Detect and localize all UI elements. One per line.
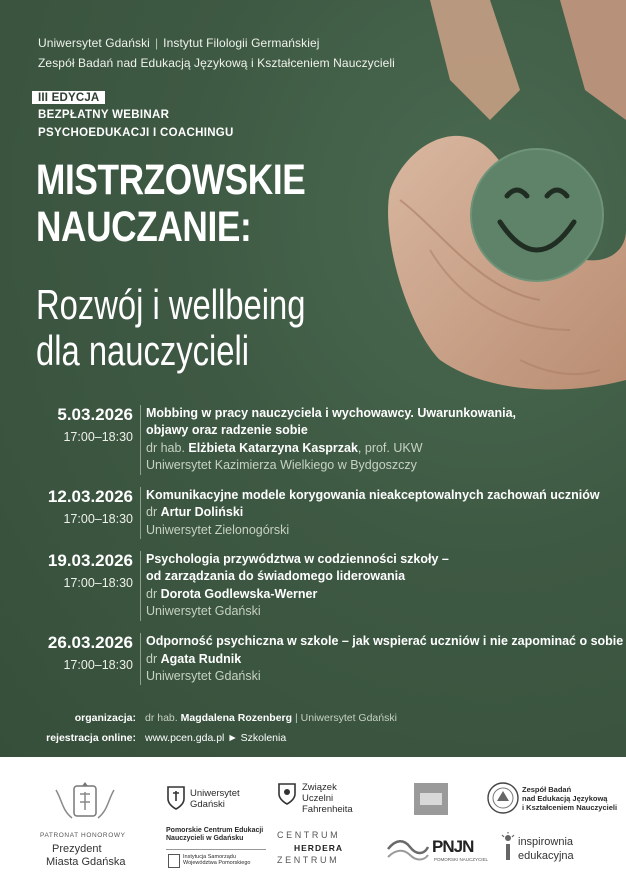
zuf-logo-text-3: Fahrenheita xyxy=(302,804,353,815)
zuf-logo-icon xyxy=(276,781,298,807)
research-team-text-1: Zespół Badań xyxy=(522,785,572,794)
herder-text-3: ZENTRUM xyxy=(277,855,340,865)
organization-label: organizacja: xyxy=(74,712,136,724)
session-speaker: dr Dorota Godlewska-Werner xyxy=(146,587,318,601)
research-team-text-3: i Kształceniem Nauczycieli xyxy=(522,803,618,812)
session-title-line-2: objawy oraz radzenie sobie xyxy=(146,423,308,437)
divider xyxy=(140,405,141,475)
pnjn-logo-text: PNJN xyxy=(432,837,474,856)
ug-logo-icon xyxy=(166,785,186,811)
institution-line xyxy=(38,36,320,50)
session-speaker: dr Artur Doliński xyxy=(146,505,244,519)
session-affiliation: Uniwersytet Gdański xyxy=(146,604,261,618)
pcen-text-1: Pomorskie Centrum Edukacji xyxy=(166,827,264,834)
ug-logo-text-1: Uniwersytet xyxy=(190,788,240,799)
waves-logo-icon xyxy=(386,835,430,863)
samorzad-text-2: Województwa Pomorskiego xyxy=(183,860,251,866)
session-time: 17:00–18:30 xyxy=(63,576,133,590)
session-time: 17:00–18:30 xyxy=(63,658,133,672)
edition-badge: III EDYCJA xyxy=(32,91,105,104)
patronage-line-1: Prezydent xyxy=(52,843,102,855)
ug-logo-text-2: Gdański xyxy=(190,799,225,810)
research-team-text-2: nad Edukacją Językową xyxy=(522,794,608,803)
partner-logos xyxy=(0,757,626,887)
registration-label: rejestracja online: xyxy=(46,732,136,744)
subtitle-line-1: BEZPŁATNY WEBINAR xyxy=(38,109,170,121)
session-speaker: dr hab. Elżbieta Katarzyna Kasprzak, prof. UKW xyxy=(146,441,423,455)
bulb-icon xyxy=(500,832,516,862)
session-date: 26.03.2026 xyxy=(47,633,133,652)
subtitle-line-2: PSYCHOEDUKACJI I COACHINGU xyxy=(38,127,234,139)
subtitle-title-line-2: dla nauczycieli xyxy=(36,327,250,374)
inspirownia-text-2: edukacyjna xyxy=(518,850,574,862)
main-title-line-1: MISTRZOWSKIE xyxy=(36,156,306,204)
divider xyxy=(140,551,141,621)
patronage-label: PATRONAT HONOROWY xyxy=(40,832,126,839)
herder-text-2: HERDERA xyxy=(294,843,344,853)
arrow-right-icon: ► xyxy=(227,732,238,744)
herder-text-1: CENTRUM xyxy=(277,830,341,840)
patronage-line-2: Miasta Gdańska xyxy=(46,856,126,868)
session-title-line-2: od zarządzania do świadomego liderowania xyxy=(146,569,406,583)
organization-value: dr hab. Magdalena Rozenberg | Uniwersytet Gdański xyxy=(145,712,397,724)
session-date: 12.03.2026 xyxy=(47,487,133,506)
pcen-text-2: Nauczycieli w Gdańsku xyxy=(166,835,244,842)
main-title-line-2: NAUCZANIE: xyxy=(36,203,252,251)
registration-link[interactable]: www.pcen.gda.pl ► Szkolenia xyxy=(145,732,287,744)
session-affiliation: Uniwersytet Zielonogórski xyxy=(146,523,290,537)
session-time: 17:00–18:30 xyxy=(63,430,133,444)
session-affiliation: Uniwersytet Gdański xyxy=(146,669,261,683)
session-affiliation: Uniwersytet Kazimierza Wielkiego w Bydgoszczy xyxy=(146,458,417,472)
pnjn-subtext: POMORSKI NAUCZYCIEL xyxy=(434,857,489,862)
institute-name: Instytut Filologii Germańskiej xyxy=(163,36,320,50)
inspirownia-text-1: inspirownia xyxy=(518,836,574,848)
team-name: Zespół Badań nad Edukacją Językową i Kształceniem Nauczycieli xyxy=(38,56,395,70)
zuf-logo-text-2: Uczelni xyxy=(302,793,334,804)
separator: | xyxy=(154,36,159,50)
research-team-seal-icon xyxy=(486,781,520,815)
session-title-line-1: Komunikacyjne modele korygowania nieakceptowalnych zachowań uczniów xyxy=(146,488,600,502)
gdansk-crest-icon xyxy=(52,780,118,826)
zuf-logo-text-1: Związek xyxy=(302,782,337,793)
hands-smiley-illustration xyxy=(370,0,626,400)
subtitle-title-line-1: Rozwój i wellbeing xyxy=(36,281,306,328)
samorzad-text-1: Instytucja Samorządu xyxy=(183,854,236,860)
session-date: 5.03.2026 xyxy=(57,405,133,424)
session-title-line-1: Mobbing w pracy nauczyciela i wychowawcy. Uwarunkowania, xyxy=(146,406,517,420)
university-name: Uniwersytet Gdański xyxy=(38,36,150,50)
session-speaker: dr Agata Rudnik xyxy=(146,652,242,666)
divider xyxy=(140,487,141,539)
samorzad-crest-icon xyxy=(168,854,180,868)
session-title-line-1: Odporność psychiczna w szkole – jak wspierać uczniów i nie zapominać o sobie xyxy=(146,634,624,648)
pcen-divider xyxy=(166,849,266,850)
session-date: 19.03.2026 xyxy=(47,551,133,570)
divider xyxy=(140,633,141,685)
ifg-square-logo xyxy=(414,783,448,815)
session-title-line-1: Psychologia przywództwa w codzienności szkoły – xyxy=(146,552,449,566)
session-time: 17:00–18:30 xyxy=(63,512,133,526)
